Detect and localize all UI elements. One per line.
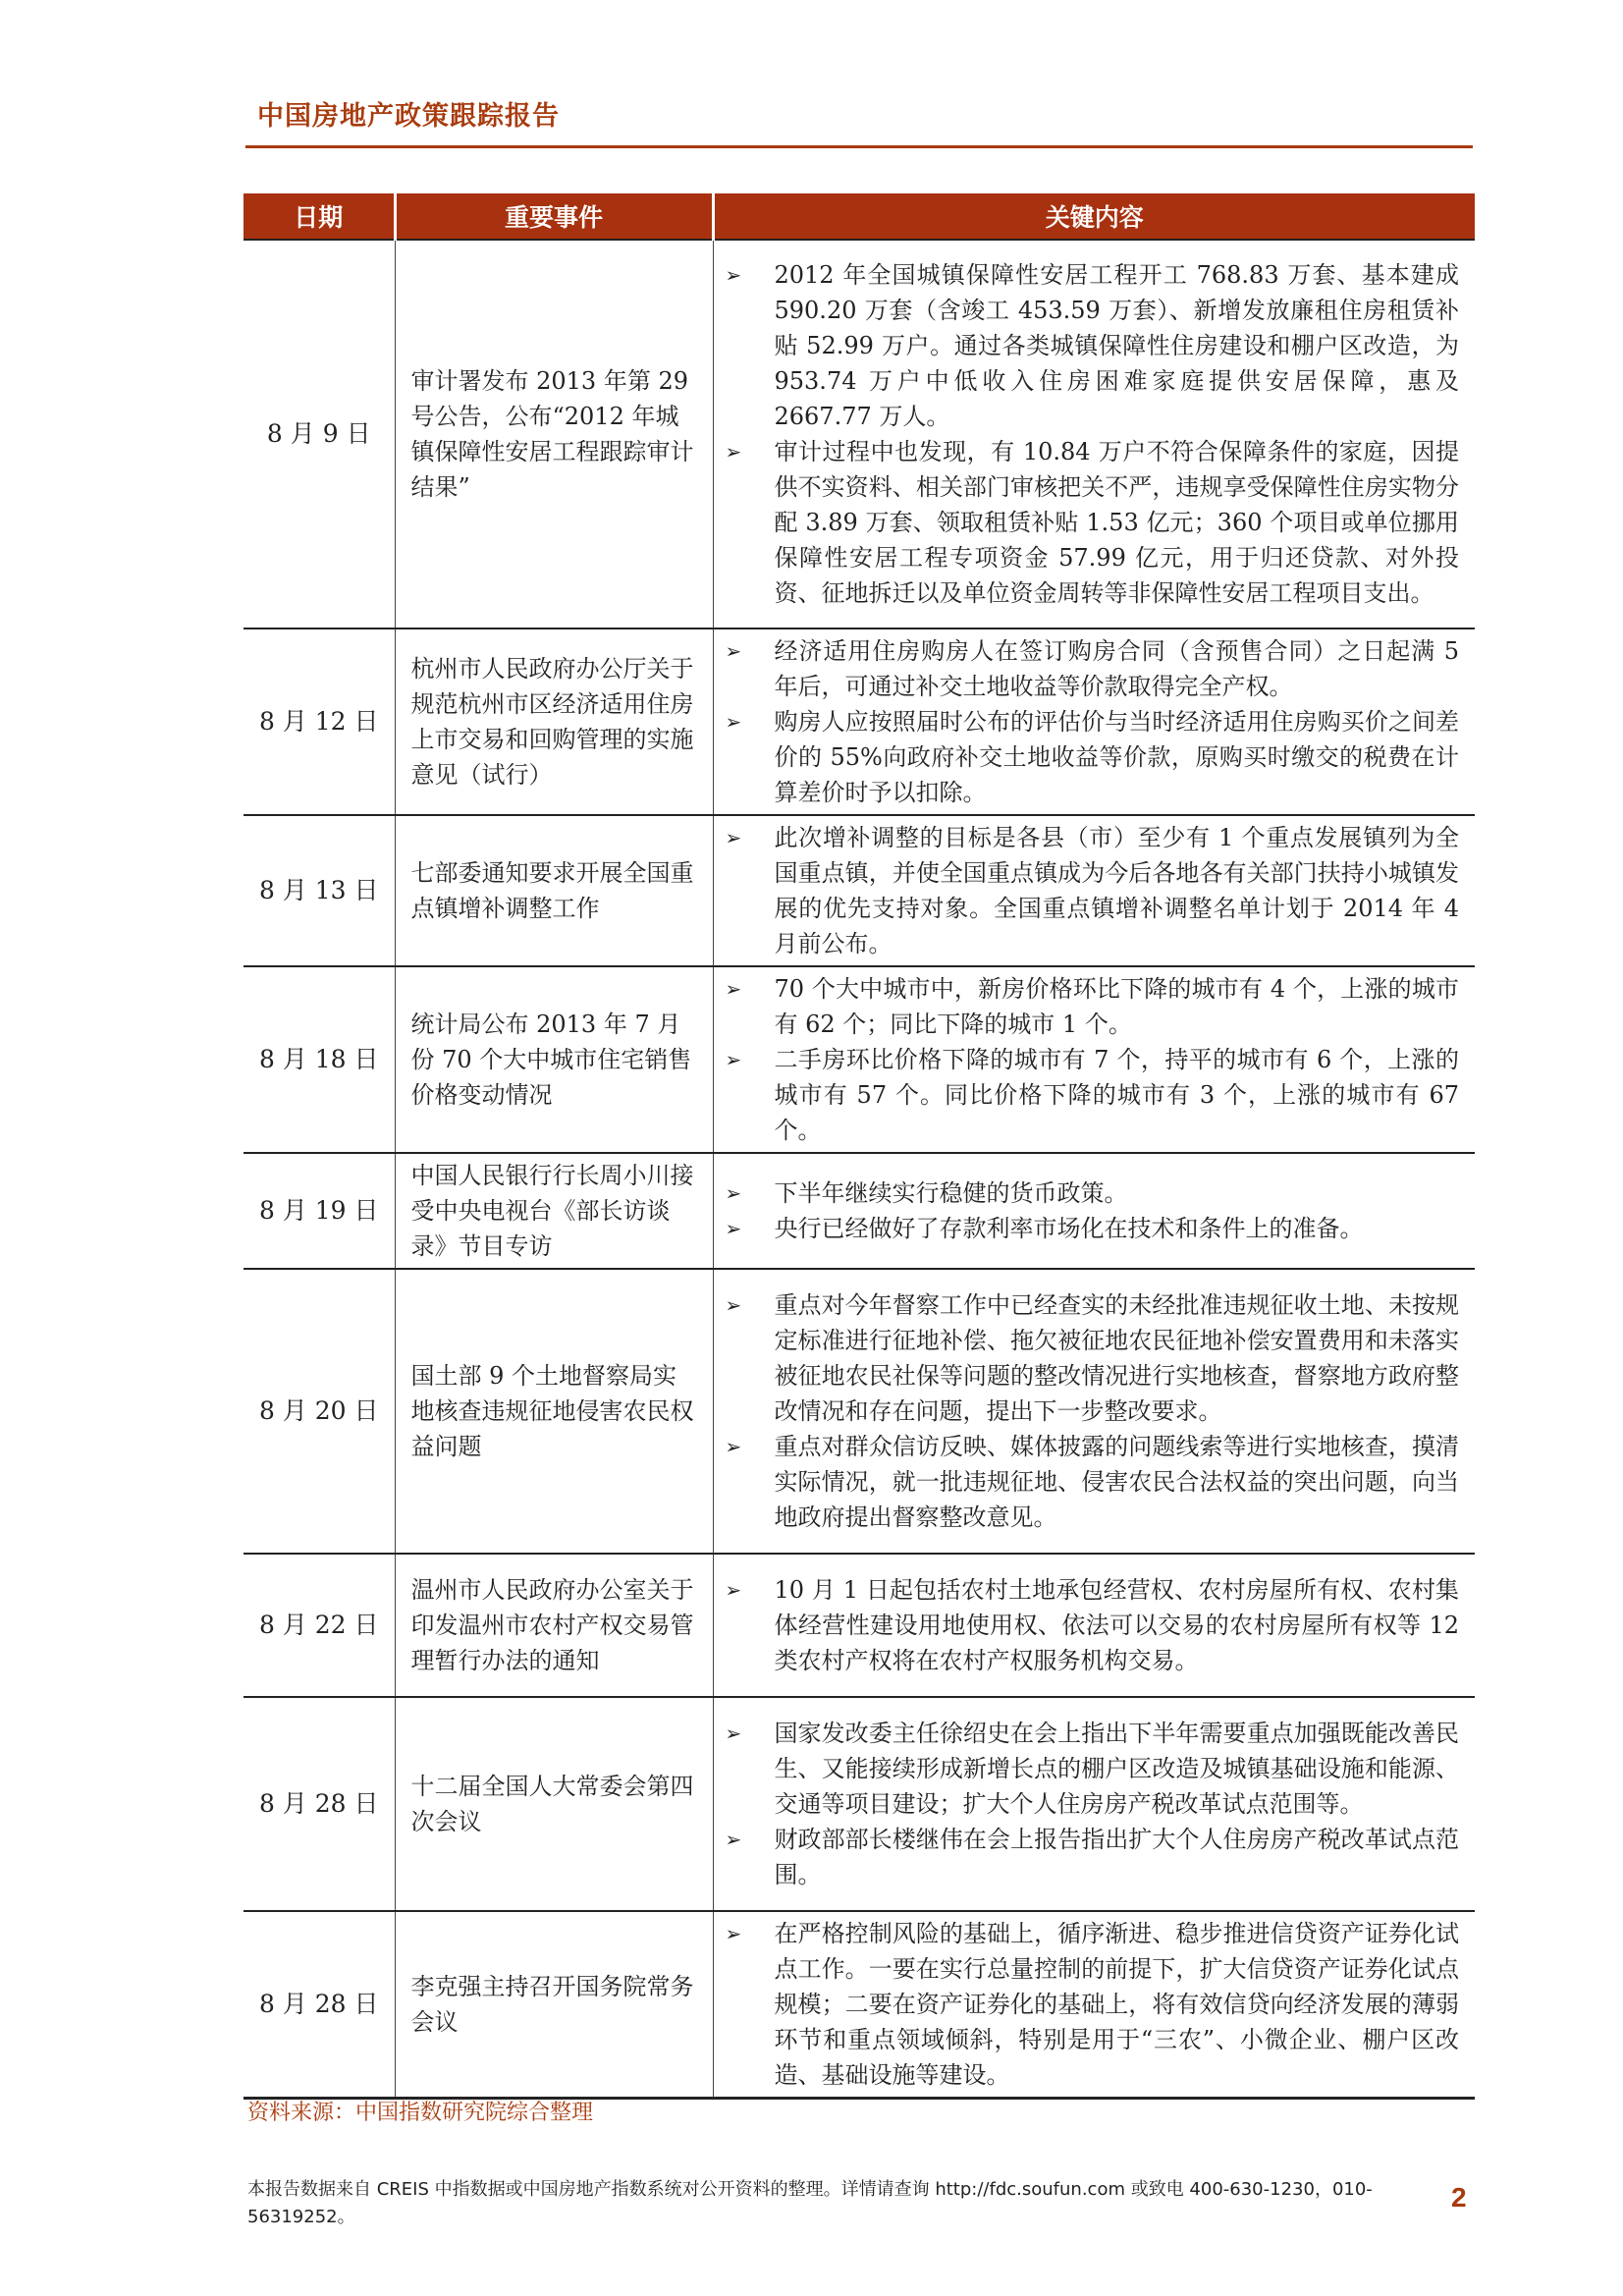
row-date: 8 月 28 日 bbox=[243, 1697, 395, 1911]
arrowhead-bullet-icon: ➢ bbox=[725, 977, 742, 1001]
row-content bbox=[713, 1153, 1475, 1269]
arrowhead-bullet-icon: ➢ bbox=[725, 1722, 742, 1745]
list-item bbox=[714, 1916, 1460, 2093]
row-event: 十二届全国人大常委会第四次会议 bbox=[395, 1697, 713, 1911]
bullet-text: 下半年继续实行稳健的货币政策。 bbox=[774, 1179, 1128, 1207]
list-item bbox=[714, 633, 1460, 704]
page-number: 2 bbox=[1451, 2182, 1467, 2213]
row-event: 七部委通知要求开展全国重点镇增补调整工作 bbox=[395, 815, 713, 966]
bullet-text: 10 月 1 日起包括农村土地承包经营权、农村房屋所有权、农村集体经营性建设用地使用权、依法可以交易的农村房屋所有权等 12 类农村产权将在农村产权服务机构交易。 bbox=[774, 1576, 1459, 1674]
arrowhead-bullet-icon: ➢ bbox=[725, 1181, 742, 1205]
data-source-note: 资料来源：中国指数研究院综合整理 bbox=[247, 2101, 594, 2125]
list-item bbox=[714, 434, 1460, 611]
arrowhead-bullet-icon: ➢ bbox=[725, 440, 742, 464]
table-row bbox=[243, 1269, 1475, 1554]
list-item bbox=[714, 1572, 1460, 1678]
row-date: 8 月 18 日 bbox=[243, 966, 395, 1153]
row-content bbox=[713, 1554, 1475, 1697]
row-event: 审计署发布 2013 年第 29 号公告，公布“2012 年城镇保障性安居工程跟踪审计结果” bbox=[395, 240, 713, 629]
bullet-text: 财政部部长楼继伟在会上报告指出扩大个人住房房产税改革试点范围。 bbox=[774, 1826, 1459, 1888]
row-date: 8 月 20 日 bbox=[243, 1269, 395, 1554]
list-item bbox=[714, 1042, 1460, 1148]
bullet-text: 2012 年全国城镇保障性安居工程开工 768.83 万套、基本建成 590.20 万套（含竣工 453.59 万套）、新增发放廉租住房租赁补贴 52.99 万户。通过各类城镇保障性住房建设和棚户区改造，为 953.74 万户中低收入住房困难家庭提供安居保障，惠及 2667.77 万人。 bbox=[774, 261, 1459, 430]
bullet-text: 国家发改委主任徐绍史在会上指出下半年需要重点加强既能改善民生、又能接续形成新增长点的棚户区改造及城镇基础设施和能源、交通等项目建设；扩大个人住房房产税改革试点范围等。 bbox=[774, 1720, 1459, 1818]
row-content bbox=[713, 1911, 1475, 2099]
arrowhead-bullet-icon: ➢ bbox=[725, 826, 742, 849]
bullet-text: 央行已经做好了存款利率市场化在技术和条件上的准备。 bbox=[774, 1215, 1364, 1242]
bullet-text: 在严格控制风险的基础上，循序渐进、稳步推进信贷资产证券化试点工作。一要在实行总量控制的前提下，扩大信贷资产证券化试点规模；二要在资产证券化的基础上，将有效信贷向经济发展的薄弱环节和重点领域倾斜，特别是用于“三农”、小微企业、棚户区改造、基础设施等建设。 bbox=[774, 1920, 1459, 2089]
row-event: 国土部 9 个土地督察局实地核查违规征地侵害农民权益问题 bbox=[395, 1269, 713, 1554]
list-item bbox=[714, 257, 1460, 434]
row-date: 8 月 28 日 bbox=[243, 1911, 395, 2099]
row-content bbox=[713, 815, 1475, 966]
row-content bbox=[713, 1697, 1475, 1911]
list-item bbox=[714, 971, 1460, 1042]
column-header-date: 日期 bbox=[243, 193, 395, 240]
row-date: 8 月 13 日 bbox=[243, 815, 395, 966]
table-header-row bbox=[243, 193, 1475, 240]
arrowhead-bullet-icon: ➢ bbox=[725, 710, 742, 734]
arrowhead-bullet-icon: ➢ bbox=[725, 1922, 742, 1945]
row-content bbox=[713, 240, 1475, 629]
bullet-text: 重点对群众信访反映、媒体披露的问题线索等进行实地核查，摸清实际情况，就一批违规征地、侵害农民合法权益的突出问题，向当地政府提出督察整改意见。 bbox=[774, 1433, 1459, 1531]
column-header-event: 重要事件 bbox=[395, 193, 713, 240]
list-item bbox=[714, 1429, 1460, 1535]
arrowhead-bullet-icon: ➢ bbox=[725, 1435, 742, 1458]
bullet-text: 经济适用住房购房人在签订购房合同（含预售合同）之日起满 5 年后，可通过补交土地收益等价款取得完全产权。 bbox=[774, 637, 1459, 700]
arrowhead-bullet-icon: ➢ bbox=[725, 639, 742, 663]
list-item bbox=[714, 820, 1460, 961]
bullet-text: 70 个大中城市中，新房价格环比下降的城市有 4 个，上涨的城市有 62 个；同比下降的城市 1 个。 bbox=[774, 975, 1459, 1038]
row-date: 8 月 22 日 bbox=[243, 1554, 395, 1697]
arrowhead-bullet-icon: ➢ bbox=[725, 263, 742, 287]
table-row bbox=[243, 1554, 1475, 1697]
bullet-text: 此次增补调整的目标是各县（市）至少有 1 个重点发展镇列为全国重点镇，并使全国重点镇成为今后各地各有关部门扶持小城镇发展的优先支持对象。全国重点镇增补调整名单计划于 2014 年 4 月前公布。 bbox=[774, 824, 1459, 957]
row-event: 李克强主持召开国务院常务会议 bbox=[395, 1911, 713, 2099]
list-item bbox=[714, 1716, 1460, 1822]
row-date: 8 月 9 日 bbox=[243, 240, 395, 629]
table-row bbox=[243, 966, 1475, 1153]
bullet-text: 二手房环比价格下降的城市有 7 个，持平的城市有 6 个，上涨的城市有 57 个。同比价格下降的城市有 3 个，上涨的城市有 67 个。 bbox=[774, 1046, 1459, 1144]
row-content bbox=[713, 966, 1475, 1153]
table-row bbox=[243, 240, 1475, 629]
list-item bbox=[714, 1287, 1460, 1429]
row-date: 8 月 19 日 bbox=[243, 1153, 395, 1269]
list-item bbox=[714, 704, 1460, 810]
row-event: 统计局公布 2013 年 7 月份 70 个大中城市住宅销售价格变动情况 bbox=[395, 966, 713, 1153]
row-content bbox=[713, 1269, 1475, 1554]
policy-tracking-table bbox=[243, 193, 1475, 2100]
footer-disclaimer: 本报告数据来自 CREIS 中指数据或中国房地产指数系统对公开资料的整理。详情请查询 http://fdc.soufun.com 或致电 400-630-1230，010-56319252。 bbox=[247, 2179, 1373, 2227]
table-row bbox=[243, 1697, 1475, 1911]
arrowhead-bullet-icon: ➢ bbox=[725, 1293, 742, 1317]
row-event: 杭州市人民政府办公厅关于规范杭州市区经济适用住房上市交易和回购管理的实施意见（试行） bbox=[395, 629, 713, 815]
report-title: 中国房地产政策跟踪报告 bbox=[257, 101, 560, 132]
row-date: 8 月 12 日 bbox=[243, 629, 395, 815]
arrowhead-bullet-icon: ➢ bbox=[725, 1828, 742, 1851]
bullet-text: 审计过程中也发现，有 10.84 万户不符合保障条件的家庭，因提供不实资料、相关部门审核把关不严，违规享受保障性住房实物分配 3.89 万套、领取租赁补贴 1.53 亿元；360 个项目或单位挪用保障性安居工程专项资金 57.99 亿元，用于归还贷款、对外投资、征地拆迁以及单位资金周转等非保障性安居工程项目支出。 bbox=[774, 438, 1459, 607]
row-event: 温州市人民政府办公室关于印发温州市农村产权交易管理暂行办法的通知 bbox=[395, 1554, 713, 1697]
table-row bbox=[243, 1153, 1475, 1269]
list-item bbox=[714, 1211, 1460, 1246]
table-row bbox=[243, 629, 1475, 815]
arrowhead-bullet-icon: ➢ bbox=[725, 1048, 742, 1071]
table-row bbox=[243, 1911, 1475, 2099]
arrowhead-bullet-icon: ➢ bbox=[725, 1217, 742, 1240]
arrowhead-bullet-icon: ➢ bbox=[725, 1578, 742, 1602]
list-item bbox=[714, 1822, 1460, 1892]
column-header-content: 关键内容 bbox=[713, 193, 1475, 240]
header-divider bbox=[245, 145, 1473, 148]
bullet-text: 重点对今年督察工作中已经查实的未经批准违规征收土地、未按规定标准进行征地补偿、拖欠被征地农民征地补偿安置费用和未落实被征地农民社保等问题的整改情况进行实地核查，督察地方政府整改情况和存在问题，提出下一步整改要求。 bbox=[774, 1291, 1459, 1425]
row-event: 中国人民银行行长周小川接受中央电视台《部长访谈录》节目专访 bbox=[395, 1153, 713, 1269]
table-row bbox=[243, 815, 1475, 966]
bullet-text: 购房人应按照届时公布的评估价与当时经济适用住房购买价之间差价的 55%向政府补交土地收益等价款，原购买时缴交的税费在计算差价时予以扣除。 bbox=[774, 708, 1459, 806]
list-item bbox=[714, 1175, 1460, 1211]
row-content bbox=[713, 629, 1475, 815]
